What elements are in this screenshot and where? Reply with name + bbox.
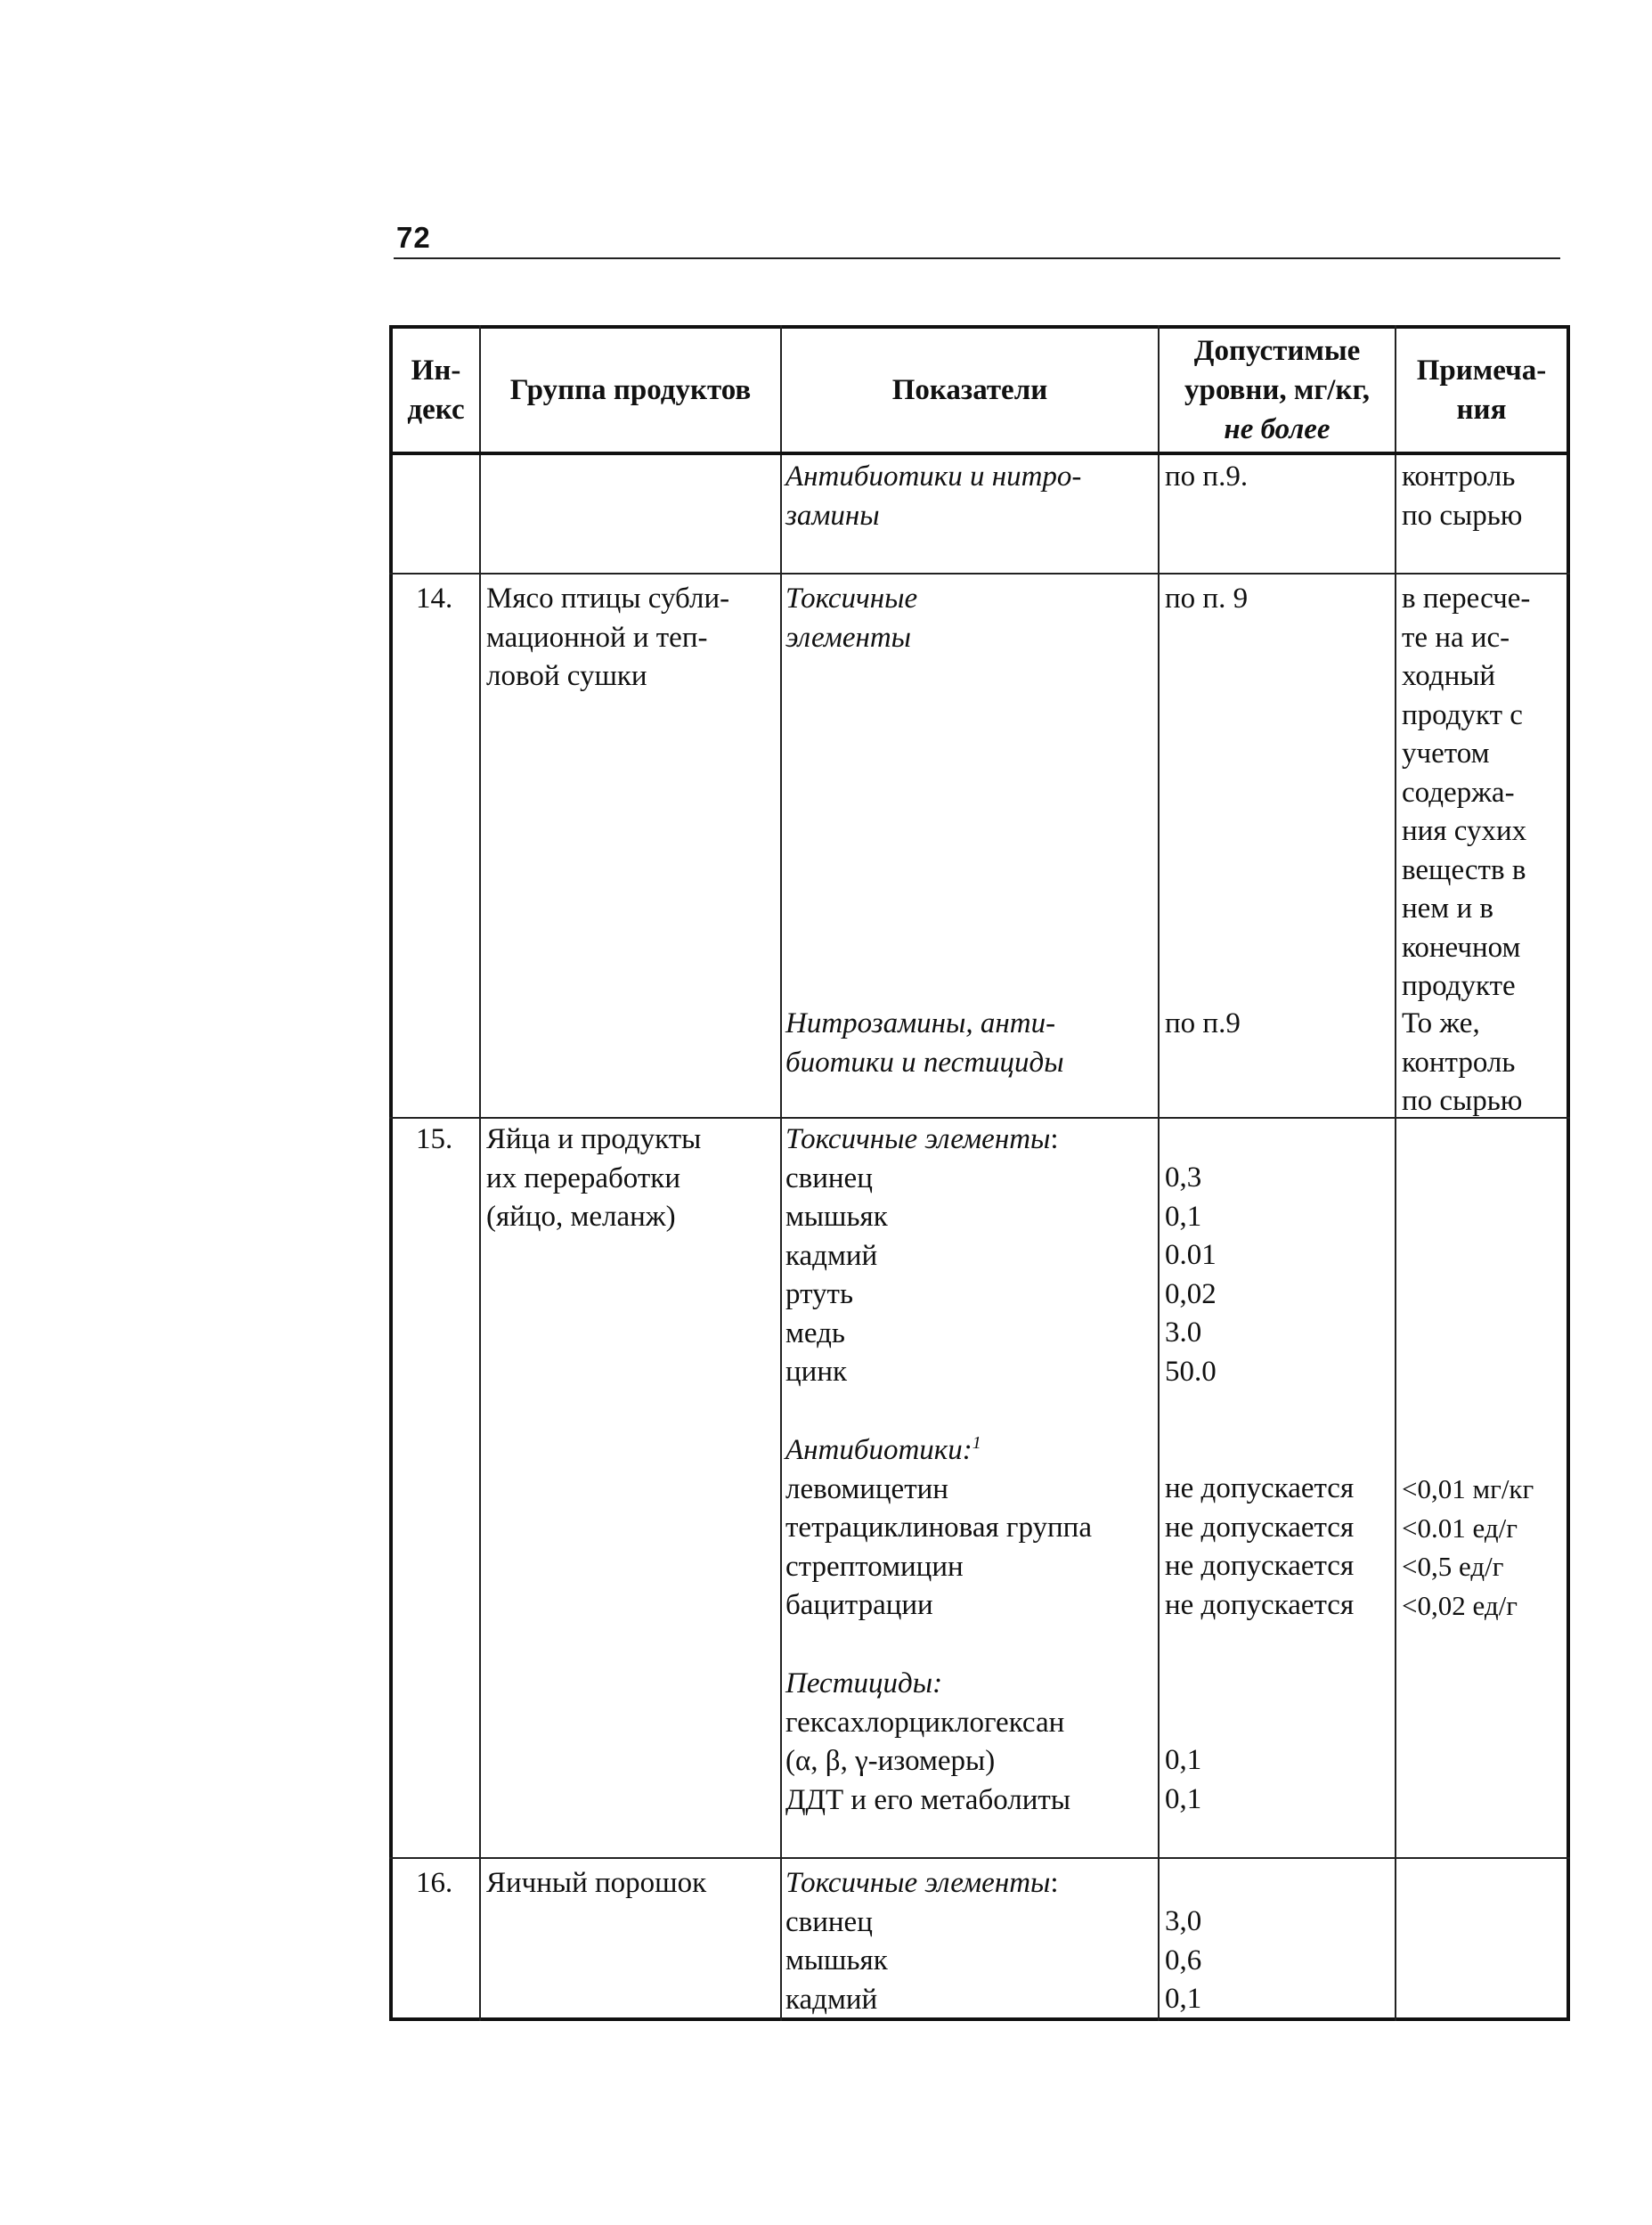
header-levels-line: Допустимые (1193, 335, 1361, 367)
row14-level-other: по п.9 (1165, 1007, 1241, 1039)
list-item: мышьяк (785, 1201, 888, 1233)
value: не допускается (1165, 1588, 1355, 1621)
value: 3.0 (1165, 1316, 1202, 1349)
row14-level-toxic: по п. 9 (1165, 583, 1249, 615)
text-line: ловой сушки (486, 660, 647, 692)
header-levels (1160, 329, 1395, 452)
column-divider (1158, 325, 1160, 2021)
list-item: кадмий (785, 1239, 878, 1272)
value: не допускается (1165, 1550, 1355, 1582)
header-notes (1396, 329, 1567, 452)
toxic-heading: Токсичные элементы: (785, 1123, 1059, 1155)
row14-indicators-toxic (785, 580, 917, 657)
text-line: ходный (1402, 660, 1496, 692)
heading-text: Токсичные элементы (785, 1123, 1051, 1155)
row15-toxic-values (1165, 1159, 1217, 1391)
heading-text: Антибиотики: (785, 1434, 972, 1466)
text-line: те на ис- (1402, 621, 1510, 654)
text-line: биотики и пестициды (785, 1046, 1064, 1079)
text-line: Мясо птицы субли- (486, 583, 730, 615)
heading-text: Токсичные элементы (785, 1867, 1051, 1899)
header-separator (389, 452, 1570, 455)
value: 0,1 (1165, 1200, 1202, 1233)
row15-antibiotics-notes (1402, 1470, 1534, 1625)
row14-group (486, 580, 729, 697)
text-line: веществ в (1402, 853, 1526, 886)
text-line: по сырью (1402, 1085, 1523, 1117)
list-item: медь (785, 1316, 845, 1349)
text-line: То же, (1402, 1007, 1480, 1039)
row16-toxic-block (785, 1864, 1059, 2019)
footnote-marker: 1 (972, 1433, 981, 1453)
list-item: (α, β, γ-изомеры) (785, 1745, 996, 1777)
row-separator (389, 573, 1570, 575)
header-notes-line: ния (1456, 394, 1507, 426)
header-notes-line: Примеча- (1416, 355, 1547, 387)
row15-group (486, 1121, 701, 1237)
row15-index: 15. (416, 1123, 453, 1155)
list-item: стрептомицин (785, 1550, 964, 1583)
list-item: кадмий (785, 1983, 878, 2016)
row-a-indicators (785, 458, 1081, 535)
list-item: ртуть (785, 1278, 854, 1310)
column-divider (780, 325, 782, 2021)
pesticides-heading: Пестициды: (785, 1667, 943, 1699)
list-item: мышьяк (785, 1944, 888, 1976)
text-line: контроль (1402, 1046, 1516, 1079)
text-line: по сырью (1402, 499, 1523, 532)
text-line: контроль (1402, 460, 1516, 493)
antibiotics-heading (785, 1431, 1092, 1471)
note: <0.01 ед/г (1402, 1512, 1518, 1544)
list-item: свинец (785, 1905, 873, 1938)
text-line: Антибиотики и нитро- (785, 460, 1082, 493)
row14-note-toxic (1402, 580, 1530, 1007)
list-item: бацитрации (785, 1589, 933, 1621)
text-line: учетом (1402, 738, 1490, 770)
text-line: в пересче- (1402, 583, 1531, 615)
value: 3,0 (1165, 1905, 1202, 1937)
value: 0,3 (1165, 1161, 1202, 1194)
text-line: содержа- (1402, 776, 1515, 809)
row14-indicators-other (785, 1005, 1064, 1082)
value: 50.0 (1165, 1355, 1217, 1388)
list-item: свинец (785, 1161, 873, 1194)
header-levels-line: не более (1224, 413, 1331, 445)
text-line: их переработки (486, 1161, 680, 1194)
text-line: мационной и теп- (486, 621, 708, 654)
page-number: 72 (396, 221, 431, 254)
note: <0,5 ед/г (1402, 1551, 1504, 1582)
text-line: Токсичные (785, 583, 918, 615)
row15-pesticides-values (1165, 1741, 1201, 1819)
header-rule (394, 257, 1560, 259)
row16-toxic-values (1165, 1903, 1201, 2019)
text-line: конечном (1402, 931, 1521, 964)
column-divider (479, 325, 481, 2021)
header-levels-line: уровни, мг/кг, (1184, 374, 1371, 406)
text-line: элементы (785, 621, 912, 654)
row-a-note (1402, 458, 1522, 535)
value: 0,6 (1165, 1944, 1202, 1976)
row15-pesticides-block (785, 1665, 1070, 1820)
list-item: гексахлорциклогексан (785, 1706, 1065, 1739)
column-divider (1395, 325, 1396, 2021)
text-line: продукт с (1402, 698, 1523, 731)
row-a-level: по п.9. (1165, 460, 1249, 493)
row14-index: 14. (416, 583, 453, 615)
row15-antibiotics-values (1165, 1470, 1354, 1625)
text-line: Яйца и продукты (486, 1123, 702, 1155)
text-line: замины (785, 499, 880, 532)
row16-index: 16. (416, 1867, 453, 1899)
list-item: цинк (785, 1356, 848, 1388)
note: <0,01 мг/кг (1402, 1473, 1534, 1504)
header-index-line: декс (407, 394, 465, 426)
value: 0.01 (1165, 1239, 1217, 1271)
row-separator (389, 1857, 1570, 1859)
row15-toxic-block (785, 1121, 1059, 1392)
row14-note-other (1402, 1005, 1522, 1121)
list-item: левомицетин (785, 1472, 948, 1505)
note: <0,02 ед/г (1402, 1589, 1518, 1621)
row15-antibiotics-block (785, 1431, 1092, 1626)
toxic-heading: Токсичные элементы: (785, 1867, 1059, 1899)
text-line: нем и в (1402, 892, 1493, 925)
value: не допускается (1165, 1472, 1355, 1504)
header-index-line: Ин- (411, 355, 461, 387)
value: 0,1 (1165, 1983, 1202, 2015)
value: 0,02 (1165, 1277, 1217, 1310)
value: 0,1 (1165, 1744, 1202, 1776)
text-line: Нитрозамины, анти- (785, 1007, 1056, 1039)
text-line: ния сухих (1402, 815, 1527, 847)
header-indicators: Показатели (891, 374, 1048, 406)
row16-group: Яичный порошок (486, 1867, 707, 1899)
value: не допускается (1165, 1511, 1355, 1544)
list-item: тетрациклиновая группа (785, 1512, 1092, 1544)
header-group: Группа продуктов (509, 374, 752, 406)
list-item: ДДТ и его метаболиты (785, 1783, 1071, 1816)
text-line: (яйцо, меланж) (486, 1201, 676, 1233)
text-line: продукте (1402, 970, 1516, 1002)
value: 0,1 (1165, 1782, 1202, 1815)
header-index (393, 329, 479, 452)
row-separator (389, 1117, 1570, 1119)
